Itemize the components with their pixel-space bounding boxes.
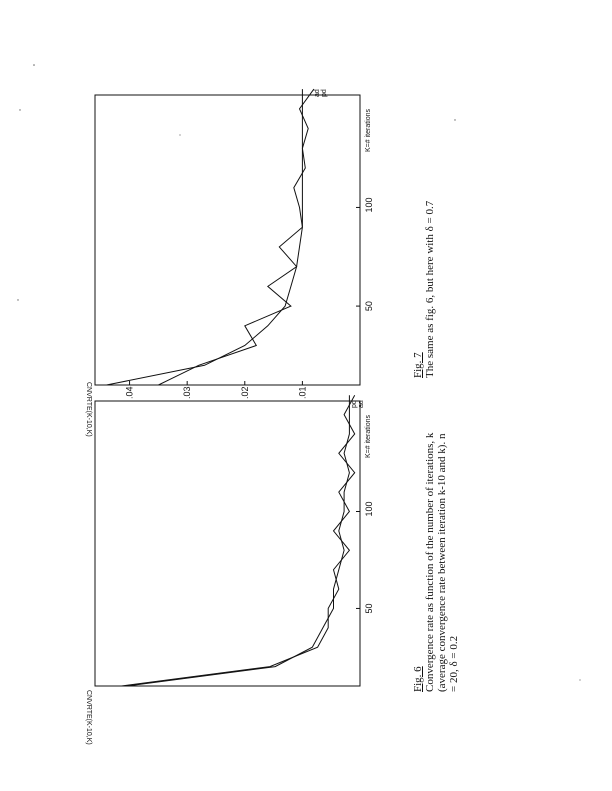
y-tick-label: .03 — [182, 386, 193, 399]
scan-speck — [579, 679, 580, 680]
fig7-caption-line: The same as fig. 6, but here with δ = 0.7 — [424, 200, 436, 378]
fig7-y-axis-label: CNVRTE(K-10,K) — [85, 382, 92, 437]
scan-speck — [33, 64, 35, 66]
fig6-caption-title: Fig. 6 — [412, 666, 424, 692]
fig6-series — [122, 395, 355, 686]
fig7-series — [107, 89, 314, 385]
fig7-caption-title: Fig. 7 — [412, 352, 424, 378]
fig7-curve-label-pd: pd — [321, 89, 328, 97]
x-tick-label: 50 — [364, 301, 374, 312]
fig6-y-axis-label: CNVRTE(K-10,K) — [85, 690, 92, 745]
fig6-caption-line: Convergence rate as function of the number of iterations, k — [424, 432, 436, 692]
fig7-plot-frame — [95, 95, 360, 385]
fig7-curve-label-ad: ad — [314, 89, 321, 97]
fig7-x-axis-label: K=# iterations — [365, 109, 372, 152]
fig7-axis-ticks — [125, 197, 374, 399]
fig6-axis-ticks — [356, 501, 374, 613]
fig6-curve-label-ad: ad — [358, 400, 365, 408]
y-tick-label: .01 — [297, 386, 308, 399]
x-tick-label: 100 — [364, 197, 374, 213]
series-line-pd — [127, 395, 350, 686]
scan-speck — [179, 134, 180, 135]
fig7-caption — [412, 201, 436, 378]
x-tick-label: 100 — [364, 501, 374, 517]
fig6-curve-label-pd: pd — [351, 400, 358, 408]
scan-speck — [19, 109, 20, 110]
scan-speck — [17, 299, 18, 300]
y-tick-label: .04 — [124, 386, 135, 399]
series-line-ad — [107, 89, 303, 385]
series-line-ad — [122, 395, 355, 686]
x-tick-label: 50 — [364, 603, 374, 614]
fig6-caption — [412, 433, 460, 692]
fig6-x-axis-label: K=# iterations — [365, 415, 372, 458]
fig6-caption-line: (average convergence rate between iteration k-10 and k). n — [436, 433, 448, 692]
scan-speck — [454, 119, 455, 120]
series-line-pd — [158, 89, 314, 385]
fig6-caption-line: = 20, δ = 0.2 — [448, 635, 460, 692]
y-tick-label: .02 — [239, 386, 250, 399]
